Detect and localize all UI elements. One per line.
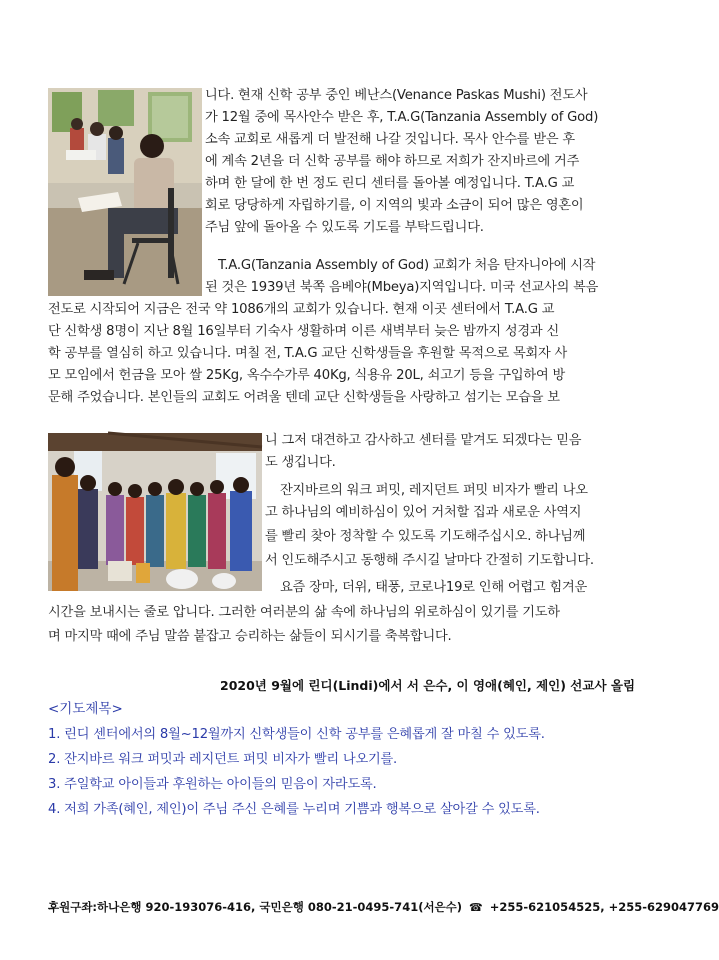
photo-group-women: [48, 433, 262, 591]
body-line-22: 시간을 보내시는 줄로 압니다. 그러한 여러분의 삶 속에 하나님의 위로하심이 있기를 기도하: [48, 605, 560, 620]
body-line-21: 요즘 장마, 더위, 태풍, 코로나19로 인해 어렵고 힘겨운: [280, 580, 588, 595]
body-line-8: T.A.G(Tanzania Assembly of God) 교회가 처음 탄자니아에 시작: [218, 258, 596, 273]
group-women-image: [48, 433, 262, 591]
body-line-9: 된 것은 1939년 북쪽 음베야(Mbeya)지역입니다. 미국 선교사의 복음: [205, 280, 599, 295]
prayer-item-4: 4. 저희 가족(혜인, 제인)이 주님 주신 은혜를 누리며 기쁨과 행복으로 살아갈 수 있도록.: [48, 802, 540, 817]
body-line-20: 서 인도해주시고 동행해 주시길 날마다 간절히 기도합니다.: [265, 553, 594, 568]
body-line-4: 에 계속 2년을 더 신학 공부를 해야 하므로 저희가 잔지바르에 거주: [205, 154, 580, 169]
body-line-17: 잔지바르의 워크 퍼밋, 레지던트 퍼밋 비자가 빨리 나오: [280, 483, 588, 498]
body-line-14: 문해 주었습니다. 본인들의 교회도 어려울 텐데 교단 신학생들을 사랑하고 섬기는 모습을 보: [48, 390, 560, 405]
phone-icon: ☎: [469, 901, 483, 914]
prayer-heading: <기도제목>: [48, 701, 123, 717]
body-line-11: 단 신학생 8명이 지난 8월 16일부터 기숙사 생활하며 이른 새벽부터 늦은 밤까지 성경과 신: [48, 324, 559, 339]
body-line-13: 모 모임에서 헌금을 모아 쌀 25Kg, 옥수수가루 40Kg, 식용유 20L, 쇠고기 등을 구입하여 방: [48, 368, 566, 383]
body-line-6: 회로 당당하게 자립하기를, 이 지역의 빛과 소금이 되어 많은 영혼이: [205, 198, 584, 213]
photo-students-studying: [48, 88, 202, 296]
signature-line: 2020년 9월에 린디(Lindi)에서 서 은수, 이 영애(혜인, 제인) 선교사 올림: [220, 678, 636, 693]
prayer-item-1: 1. 린디 센터에서의 8월~12월까지 신학생들이 신학 공부를 은혜롭게 잘 마칠 수 있도록.: [48, 727, 545, 742]
body-line-16: 도 생깁니다.: [265, 455, 336, 470]
body-line-18: 고 하나님의 예비하심이 있어 거처할 집과 새로운 사역지: [265, 505, 582, 520]
footer-phones: +255-621054525, +255-629047769: [489, 900, 719, 914]
body-line-3: 소속 교회로 새롭게 더 발전해 나갈 것입니다. 목사 안수를 받은 후: [205, 132, 575, 147]
body-line-23: 며 마지막 때에 주님 말씀 붙잡고 승리하는 삶들이 되시기를 축복합니다.: [48, 629, 452, 644]
body-line-5: 하며 한 달에 한 번 정도 린디 센터를 돌아볼 예정입니다. T.A.G 교: [205, 176, 575, 191]
body-line-2: 가 12월 중에 목사안수 받은 후, T.A.G(Tanzania Assembly of God): [205, 110, 599, 125]
body-line-7: 주님 앞에 돌아올 수 있도록 기도를 부탁드립니다.: [205, 220, 484, 235]
body-line-10: 전도로 시작되어 지금은 전국 약 1086개의 교회가 있습니다. 현재 이곳 센터에서 T.A.G 교: [48, 302, 555, 317]
body-line-12: 학 공부를 열심히 하고 있습니다. 며칠 전, T.A.G 교단 신학생들을 후원할 목적으로 목회자 사: [48, 346, 568, 361]
prayer-item-2: 2. 잔지바르 워크 퍼밋과 레지던트 퍼밋 비자가 빨리 나오기를.: [48, 752, 398, 767]
body-line-19: 를 빨리 찾아 정착할 수 있도록 기도해주십시오. 하나님께: [265, 529, 586, 544]
body-line-15: 니 그저 대견하고 감사하고 센터를 맡겨도 되겠다는 믿음: [265, 433, 582, 448]
footer-accounts: 후원구좌:하나은행 920-193076-416, 국민은행 080-21-0495-741(서은수): [48, 900, 463, 914]
body-line-1: 니다. 현재 신학 공부 중인 베난스(Venance Paskas Mushi) 전도사: [205, 88, 588, 103]
students-studying-image: [48, 88, 202, 296]
footer-contact: [48, 899, 719, 915]
prayer-item-3: 3. 주일학교 아이들과 후원하는 아이들의 믿음이 자라도록.: [48, 777, 377, 792]
